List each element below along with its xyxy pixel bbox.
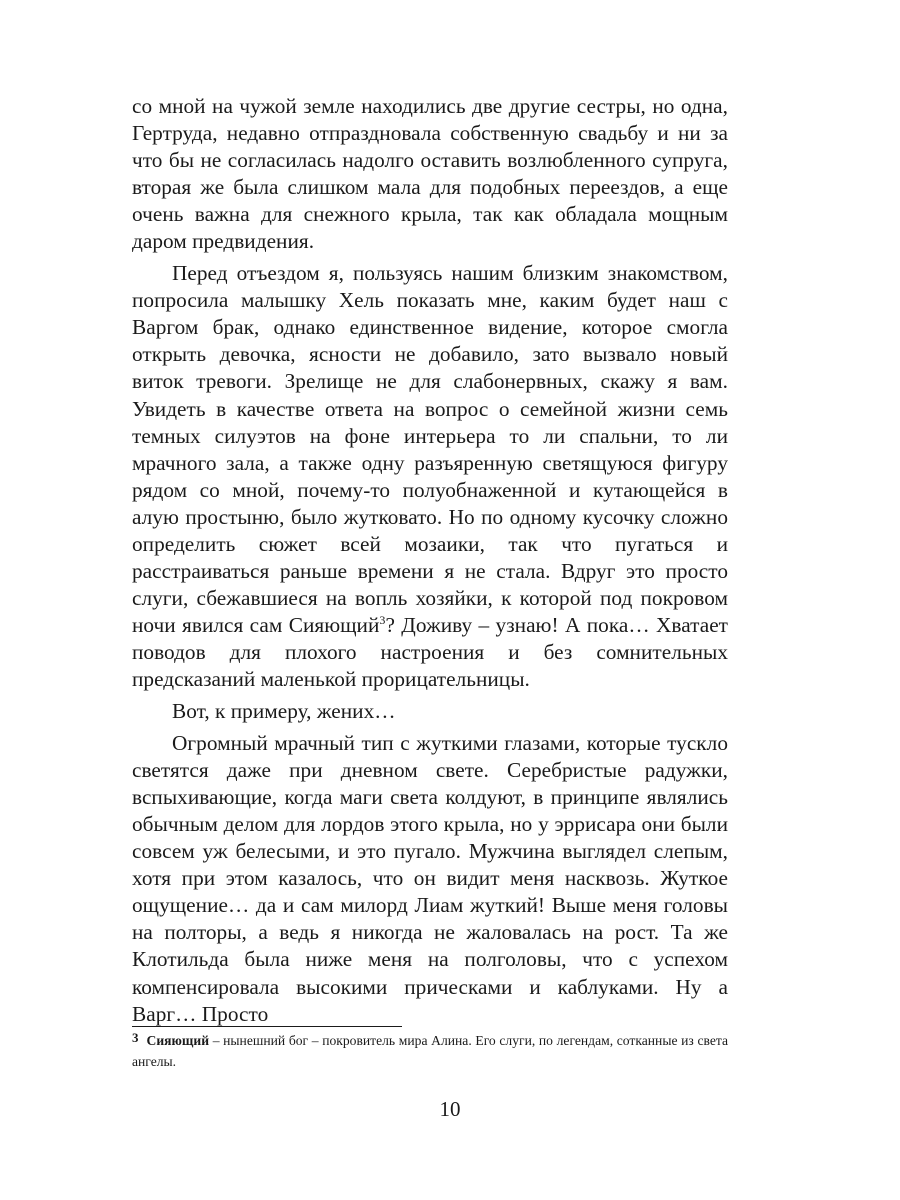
paragraph-1: со мной на чужой земле находились две другие сестры, но одна, Гертруда, недавно отпраздновала собственную свадьбу и ни за что бы не согласилась надолго оставить возлюбленного супруга, вторая же была слишком мала для подобных переездов, а еще очень важна для снежного крыла, так как обладала мощным даром предвидения. xyxy=(132,94,728,254)
footnote-text: – нынешний бог – покровитель мира Алина. Его слуги, по легендам, сотканные из света ангелы. xyxy=(132,1033,728,1069)
page-number: 10 xyxy=(439,1097,461,1121)
footnote-divider xyxy=(132,1026,402,1027)
paragraph-2-text-a: Перед отъездом я, пользуясь нашим близким знакомством, попросила малышку Хель показать мне, каким будет наш с Варгом брак, однако единственное видение, которое смогла открыть девочка, ясности не добавило, зато вызвало новый виток тревоги. Зрелище не для слабонервных, скажу я вам. Увидеть в качестве ответа на вопрос о семейной жизни семь темных силуэтов на фоне интерьера то ли спальни, то ли мрачного зала, а также одну разъяренную светящуюся фигуру рядом со мной, почему-то полуобнаженной и кутающейся в алую простыню, было жутковато. Но по одному кусочку сложно определить сюжет всей мозаики, так что пугаться и расстраиваться раньше времени я не стала. Вдруг это просто слуги, сбежавшиеся на вопль хозяйки, к которой под покровом ночи явился сам Сияющий xyxy=(132,261,728,637)
footnote-reference: 3 xyxy=(379,612,386,627)
footnote-number: 3 xyxy=(132,1030,139,1045)
paragraph-3: Вот, к примеру, жених… xyxy=(172,699,396,724)
footnote xyxy=(132,1030,728,1072)
paragraph-4: Огромный мрачный тип с жуткими глазами, которые тускло светятся даже при дневном свете. Серебристые радужки, вспыхивающие, когда маги света колдуют, в принципе являлись обычным делом для лордов этого крыла, но у эррисара они были совсем уж белесыми, и это пугало. Мужчина выглядел слепым, хотя при этом казалось, что он видит меня насквозь. Жуткое ощущение… да и сам милорд Лиам жуткий! Выше меня головы на полторы, а ведь я никогда не жаловалась на рост. Та же Клотильда была ниже меня на полголовы, что с успехом компенсировала высокими прическами и каблуками. Ну а Варг… Просто xyxy=(132,731,728,1026)
main-text xyxy=(132,93,728,1028)
paragraph-2 xyxy=(132,260,728,693)
footnote-term: Сияющий xyxy=(146,1033,210,1048)
paragraph-2-text-b: ? Доживу – узнаю! А пока… Хватает поводов для плохого настроения и без сомнительных предсказаний маленькой прорицательницы. xyxy=(132,612,729,691)
